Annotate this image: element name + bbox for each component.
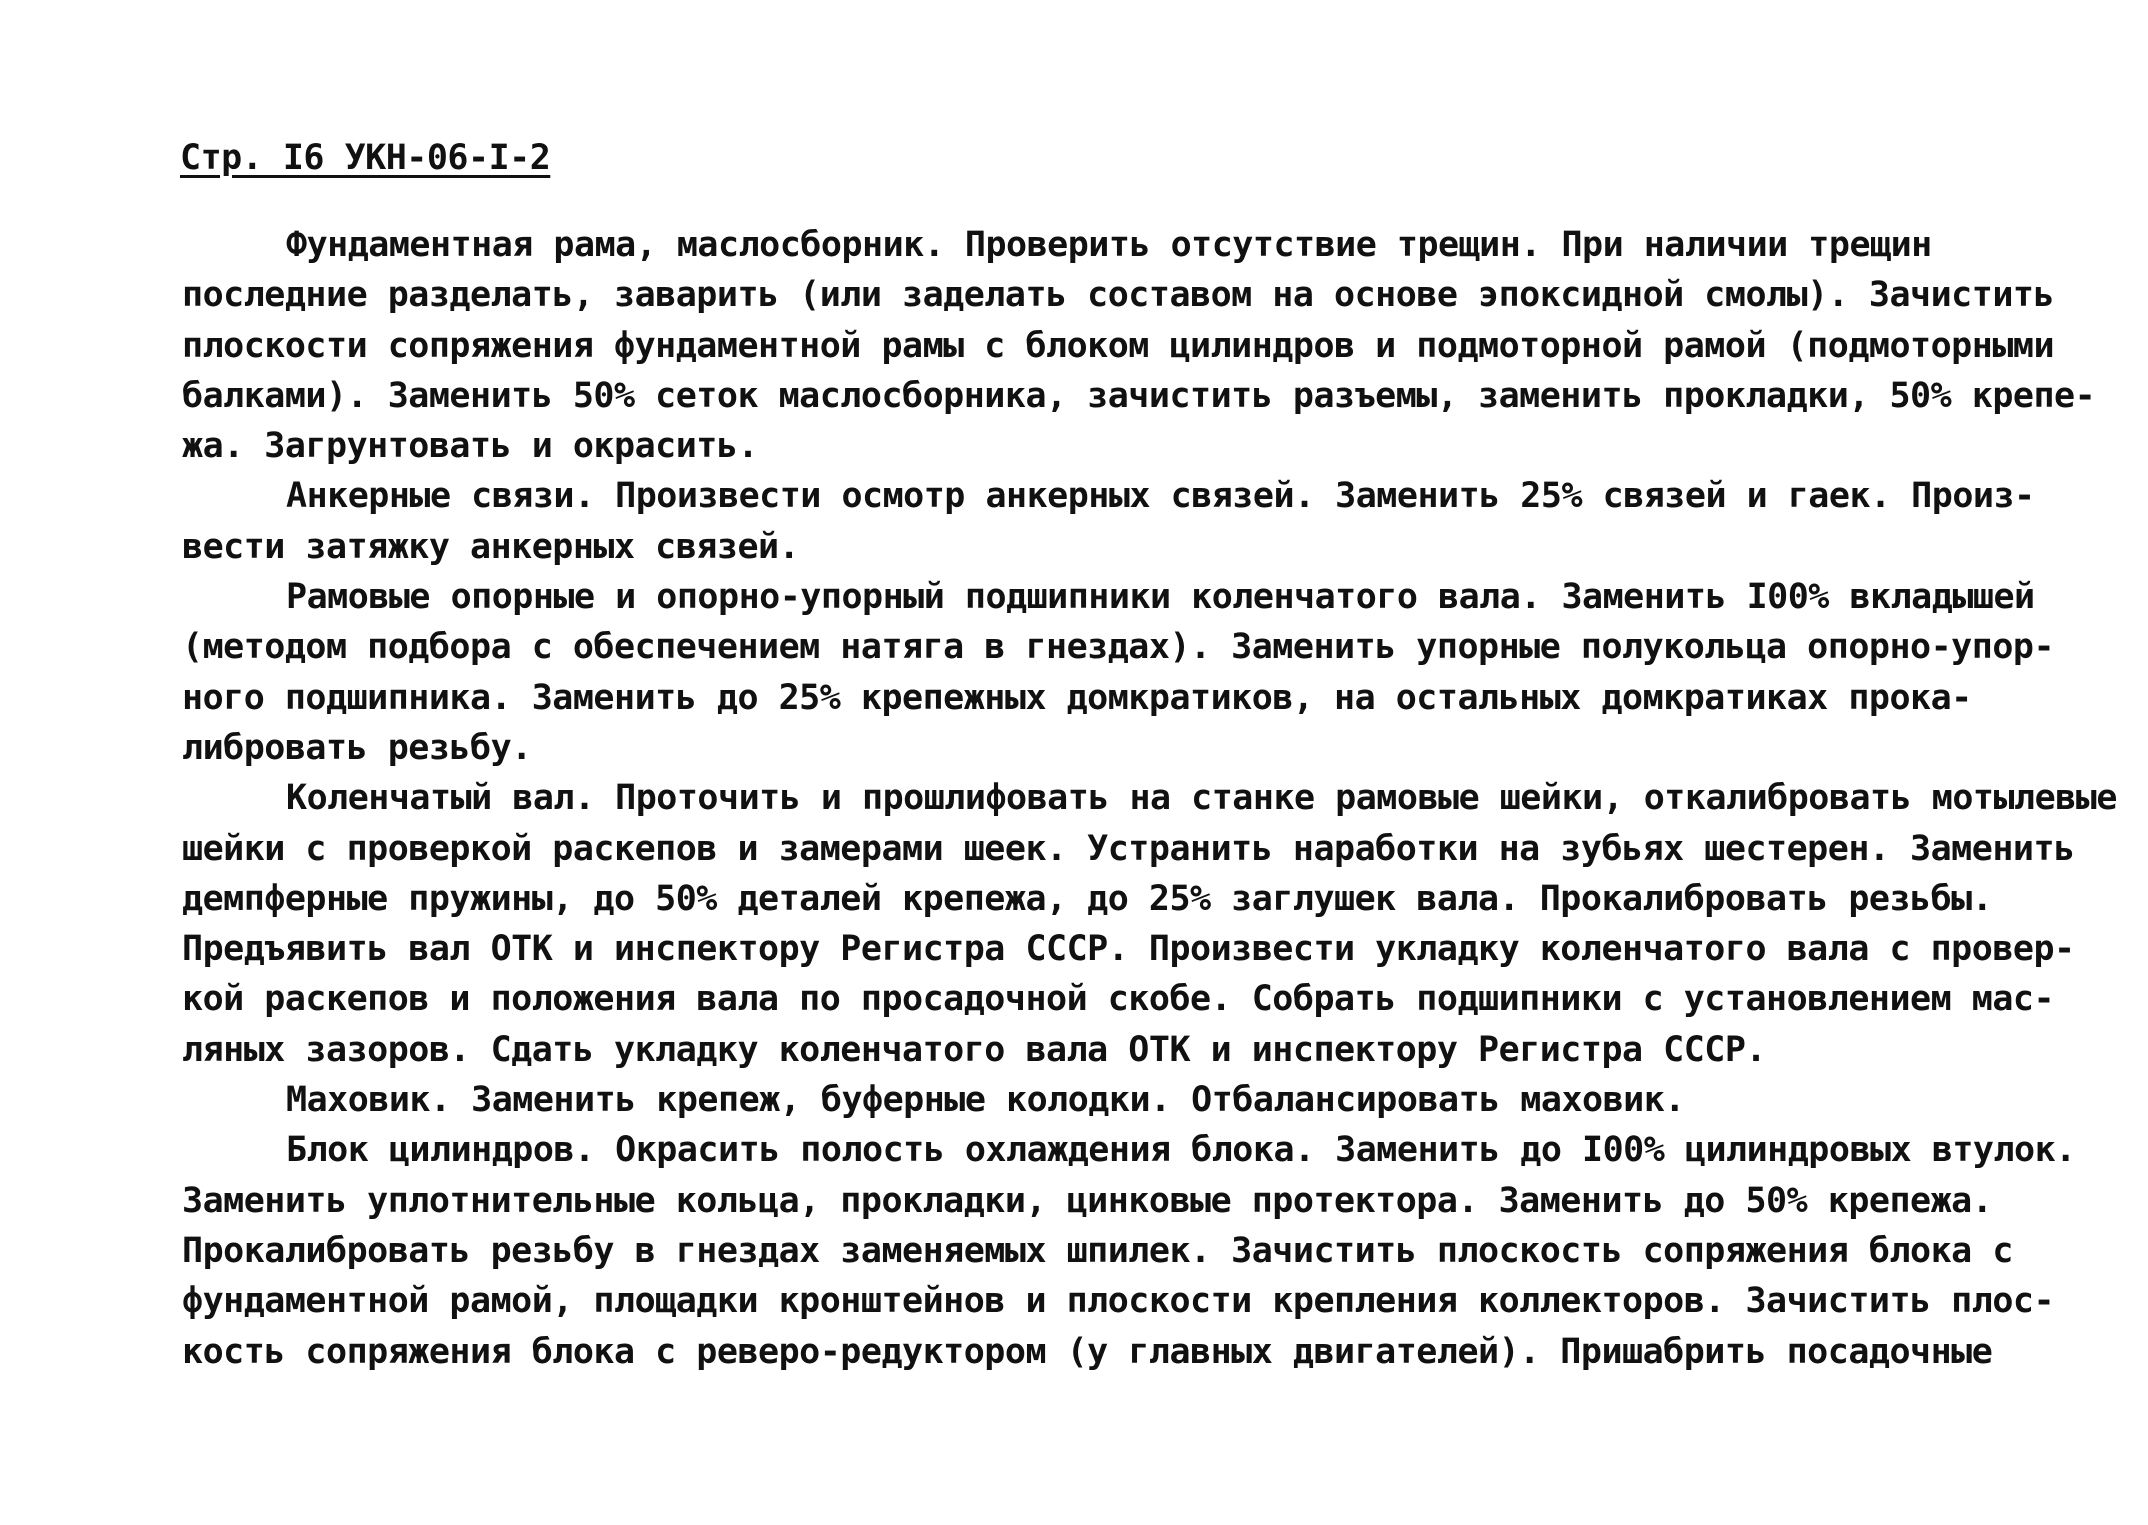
text-line: (методом подбора с обеспечением натяга в гнездах). Заменить упорные полукольца опорно-упор-	[182, 627, 2055, 668]
text-line: жа. Загрунтовать и окрасить.	[182, 426, 759, 467]
text-line: Маховик. Заменить крепеж, буферные колодки. Отбалансировать маховик.	[286, 1080, 1685, 1121]
paragraph-main-bearings	[182, 572, 2082, 773]
text-line: плоскости сопряжения фундаментной рамы с блоком цилиндров и подмоторной рамой (подмоторными	[182, 325, 2055, 366]
text-line: Прокалибровать резьбу в гнездах заменяемых шпилек. Зачистить плоскость сопряжения блока с	[182, 1230, 2013, 1271]
paragraph-anchor-ties	[182, 471, 2082, 572]
text-line: Блок цилиндров. Окрасить полость охлаждения блока. Заменить до I00% цилиндровых втулок.	[286, 1130, 2076, 1171]
text-line: Фундаментная рама, маслосборник. Проверить отсутствие трещин. При наличии трещин	[286, 225, 1932, 265]
page-reference-header: Стр. I6 УКН-06-I-2	[180, 138, 551, 178]
text-line: последние разделать, заварить (или заделать составом на основе эпоксидной смолы). Зачистить	[182, 275, 2055, 316]
text-line: ляных зазоров. Сдать укладку коленчатого вала ОТК и инспектору Регистра СССР.	[182, 1029, 1767, 1070]
paragraph-cylinder-block	[182, 1125, 2082, 1376]
paragraph-flywheel	[182, 1075, 2082, 1125]
text-line: ного подшипника. Заменить до 25% крепежных домкратиков, на остальных домкратиках прока-	[182, 677, 1972, 718]
text-line: балками). Заменить 50% сеток маслосборника, зачистить разъемы, заменить прокладки, 50% крепе-	[182, 375, 2096, 416]
text-line: Заменить уплотнительные кольца, прокладки, цинковые протектора. Заменить до 50% крепежа.	[182, 1180, 1993, 1221]
text-line: демпферные пружины, до 50% деталей крепежа, до 25% заглушек вала. Прокалибровать резьбы.	[182, 878, 1993, 919]
text-line: кой раскепов и положения вала по просадочной скобе. Собрать подшипники с установлением мас-	[182, 979, 2055, 1020]
text-line: шейки с проверкой раскепов и замерами шеек. Устранить наработки на зубьях шестерен. Заменить	[182, 828, 2075, 869]
text-line: Анкерные связи. Произвести осмотр анкерных связей. Заменить 25% связей и гаек. Произ-	[286, 476, 2035, 517]
text-line: Рамовые опорные и опорно-упорный подшипники коленчатого вала. Заменить I00% вкладышей	[286, 577, 2035, 618]
text-line: Коленчатый вал. Проточить и прошлифовать на станке рамовые шейки, откалибровать мотылевые	[286, 778, 2117, 819]
text-line: кость сопряжения блока с реверо-редуктором (у главных двигателей). Пришабрить посадочные	[182, 1331, 1993, 1372]
text-line: Предъявить вал ОТК и инспектору Регистра СССР. Произвести укладку коленчатого вала с провер-	[182, 929, 2075, 970]
text-line: либровать резьбу.	[182, 727, 532, 768]
paragraph-crankshaft	[182, 773, 2117, 1075]
document-body	[182, 220, 2117, 1377]
text-line: фундаментной рамой, площадки кронштейнов и плоскости крепления коллекторов. Зачистить плос-	[182, 1281, 2055, 1322]
text-line: вести затяжку анкерных связей.	[182, 526, 800, 567]
paragraph-foundation-frame	[182, 220, 2096, 471]
